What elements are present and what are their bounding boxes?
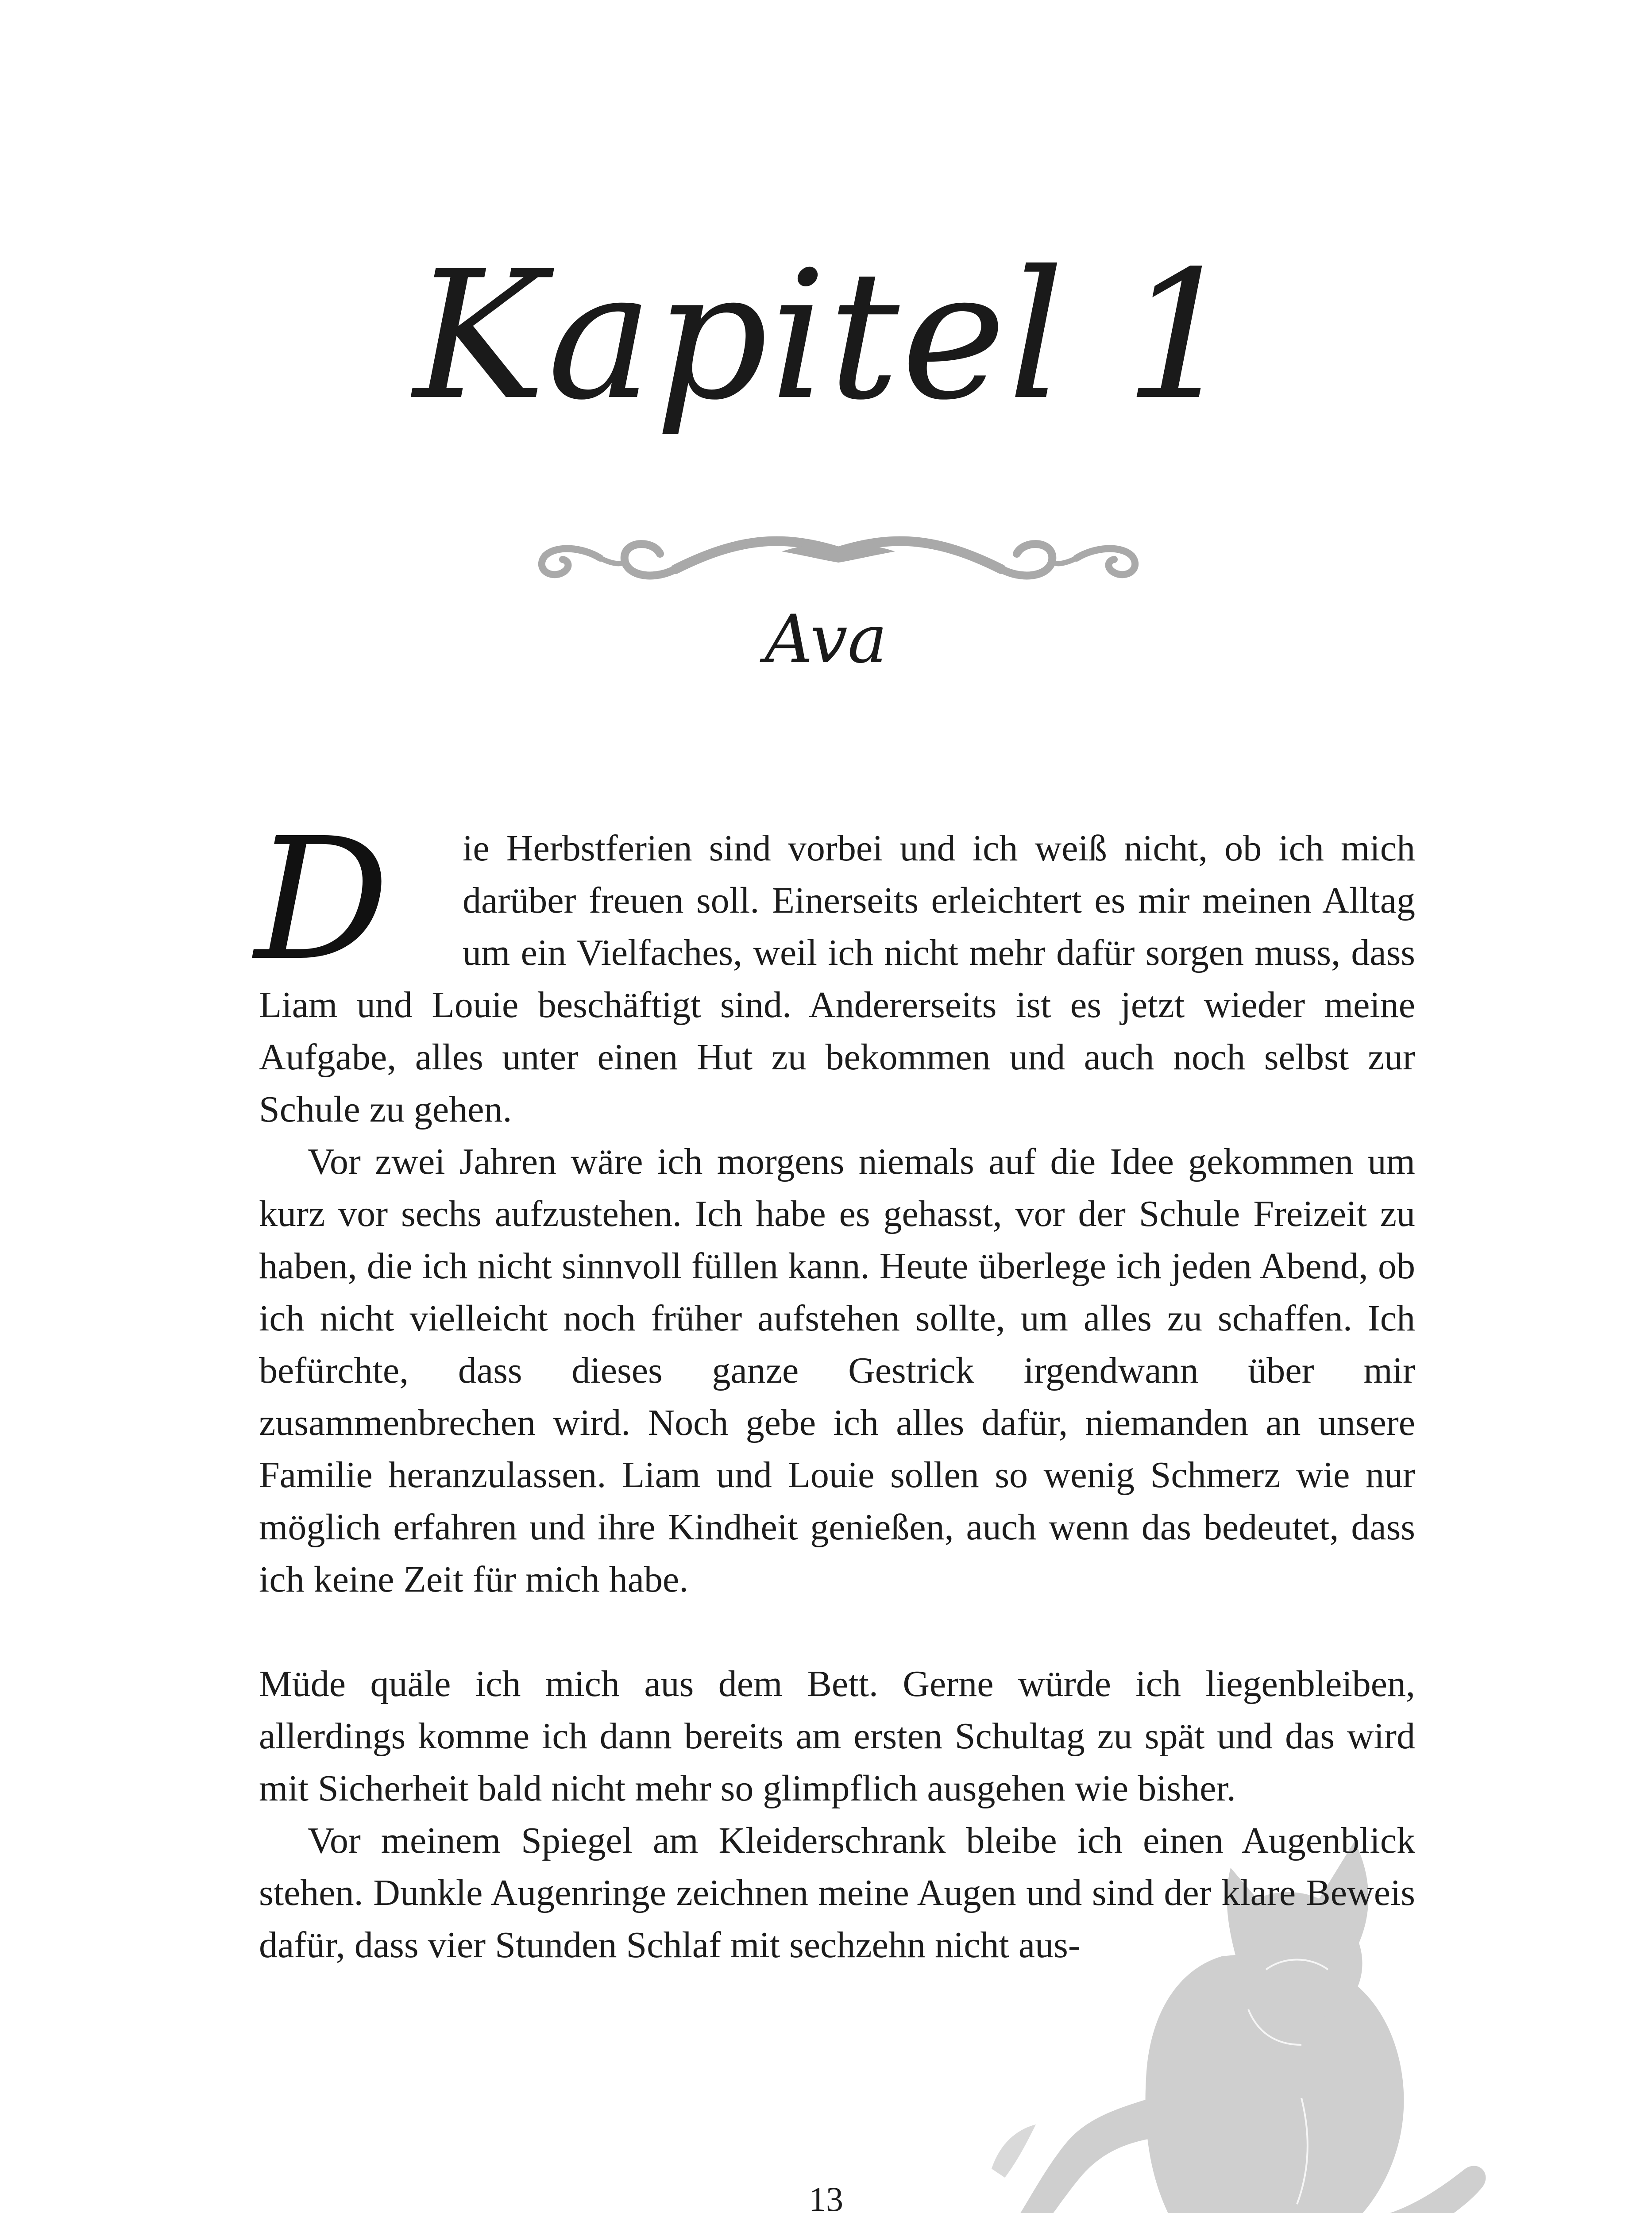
page-number: 13 (809, 2180, 843, 2213)
paragraph: Müde quäle ich mich aus dem Bett. Gerne würde ich liegenbleiben, allerdings komme ich dann bereits am ersten Schultag zu spät und das wird mit Sicherheit bald nicht mehr so glimpflich ausgehen wie bisher. (259, 1663, 1415, 1809)
paragraph: Vor meinem Spiegel am Kleiderschrank bleibe ich einen Augenblick stehen. Dunkle Augenringe zeichnen meine Augen und sind der klare Beweis dafür, dass vier Stunden Schlaf mit sechzehn nicht aus- (259, 1820, 1415, 1966)
chapter-body (255, 802, 1415, 1971)
chapter-title: Kapitel 1 (413, 233, 1239, 439)
paragraph: Vor zwei Jahren wäre ich morgens niemals auf die Idee gekommen um kurz vor sechs aufzustehen. Ich habe es gehasst, vor der Schule Freizeit zu haben, die ich nicht sinnvoll füllen kann. Heute überlege ich jeden Abend, ob ich nicht vielleicht noch früher aufstehen sollte, um alles zu schaffen. Ich befürchte, dass dieses ganze Gestrick irgendwann über mir zusammenbrechen wird. Noch gebe ich alles dafür, niemanden an unsere Familie heranzulassen. Liam und Louie sollen so wenig Schmerz wie nur möglich erfahren und ihre Kindheit genießen, auch wenn das bedeutet, dass ich keine Zeit für mich habe. (259, 1141, 1415, 1600)
chapter-narrator: Ava (764, 601, 888, 678)
paragraph-text: ie Herbstferien sind vorbei und ich weiß nicht, ob ich mich darüber freuen soll. Einerseits erleichtert es mir meinen Alltag um ein Vielfaches, weil ich nicht mehr dafür sorgen muss, dass Liam und Louie beschäftigt sind. Andererseits ist es jetzt wieder meine Aufgabe, alles unter einen Hut zu bekommen und auch noch selbst zur Schule zu gehen. (259, 828, 1415, 1130)
scroll-flourish-icon (534, 520, 1143, 587)
drop-cap: D (255, 802, 390, 998)
paragraph (255, 802, 1415, 1136)
